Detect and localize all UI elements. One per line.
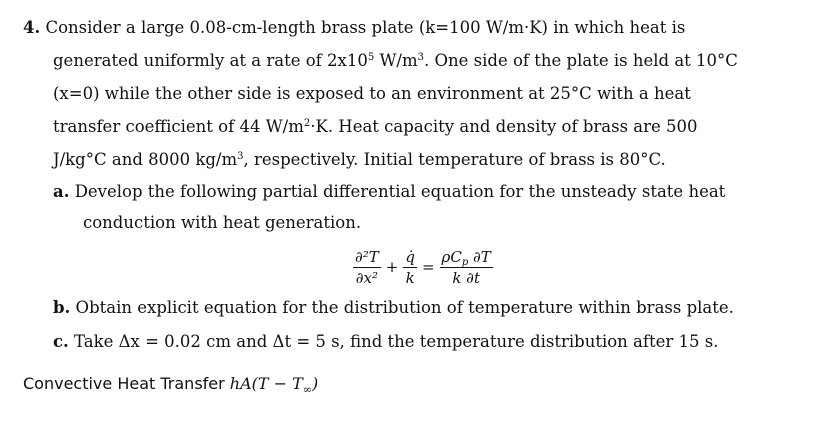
part-b-text: Obtain explicit equation for the distribution of temperature within brass plate. — [75, 298, 734, 317]
part-c-label: c. — [53, 332, 69, 351]
eq-term3-sub-p: p — [461, 256, 469, 268]
formula-close: ) — [312, 374, 319, 393]
eq-term2-numerator: q̇ — [405, 247, 415, 266]
part-c-text: Take Δx = 0.02 cm and Δt = 5 s, find the temperature distribution after 15 s. — [74, 332, 719, 351]
fraction-rhoCp-k — [440, 248, 493, 287]
part-c-line — [53, 332, 718, 352]
convection-formula — [229, 374, 319, 397]
question-line-5 — [53, 150, 666, 170]
eq-term3-rhoC: ρC — [441, 247, 462, 266]
question-text-5a: J/kg°C and 8000 kg/m — [53, 150, 238, 169]
question-text-5b: , respectively. Initial temperature of brass is 80°C. — [243, 150, 666, 169]
question-line-4 — [53, 117, 698, 137]
question-text-3: (x=0) while the other side is exposed to an environment at 25°C with a heat — [53, 84, 691, 103]
fraction-d2T-dx2 — [353, 248, 381, 287]
question-line-2 — [53, 51, 738, 71]
fraction-qdot-k — [403, 248, 417, 287]
eq-term2-denominator: k — [405, 268, 415, 287]
question-line-3 — [53, 84, 691, 104]
exponent-2: 2 — [303, 118, 311, 129]
eq-term3-dT: ∂T — [468, 247, 491, 266]
heat-equation — [350, 243, 496, 291]
part-b-line — [53, 298, 734, 318]
eq-term3-numerator — [440, 248, 493, 268]
exponent-3b: 3 — [237, 151, 244, 162]
question-text-4a: transfer coefficient of 44 W/m — [53, 117, 304, 136]
question-text-2a: generated uniformly at a rate of 2x10 — [53, 51, 368, 70]
question-line-1 — [23, 18, 685, 38]
part-a-label: a. — [53, 182, 70, 201]
eq-term1-denominator: ∂x² — [355, 268, 378, 287]
part-a-line-2 — [83, 213, 361, 233]
footer-text: Convective Heat Transfer — [23, 374, 230, 393]
eq-term1-numerator: ∂²T — [355, 247, 379, 266]
exponent-5: 5 — [367, 52, 375, 63]
part-a-text-1: Develop the following partial differential equation for the unsteady state heat — [74, 182, 726, 201]
question-text-4b: ·K. Heat capacity and density of brass are 500 — [310, 117, 698, 136]
exponent-3: 3 — [417, 52, 425, 63]
question-number: 4. — [23, 18, 41, 37]
question-text-2b: W/m — [374, 51, 418, 70]
formula-main: hA(T − T — [229, 374, 303, 393]
eq-equals: = — [421, 258, 435, 276]
eq-plus: + — [385, 258, 399, 276]
eq-term3-denominator: k ∂t — [452, 268, 480, 287]
part-a-text-2: conduction with heat generation. — [83, 213, 362, 232]
footer-note — [23, 374, 318, 396]
formula-sub-infinity: ∞ — [302, 383, 312, 397]
question-text-2c: . One side of the plate is held at 10°C — [424, 51, 738, 70]
question-text-1: Consider a large 0.08-cm-length brass plate (k=100 W/m·K) in which heat is — [45, 18, 686, 37]
part-a-line-1 — [53, 182, 725, 202]
part-b-label: b. — [53, 298, 71, 317]
